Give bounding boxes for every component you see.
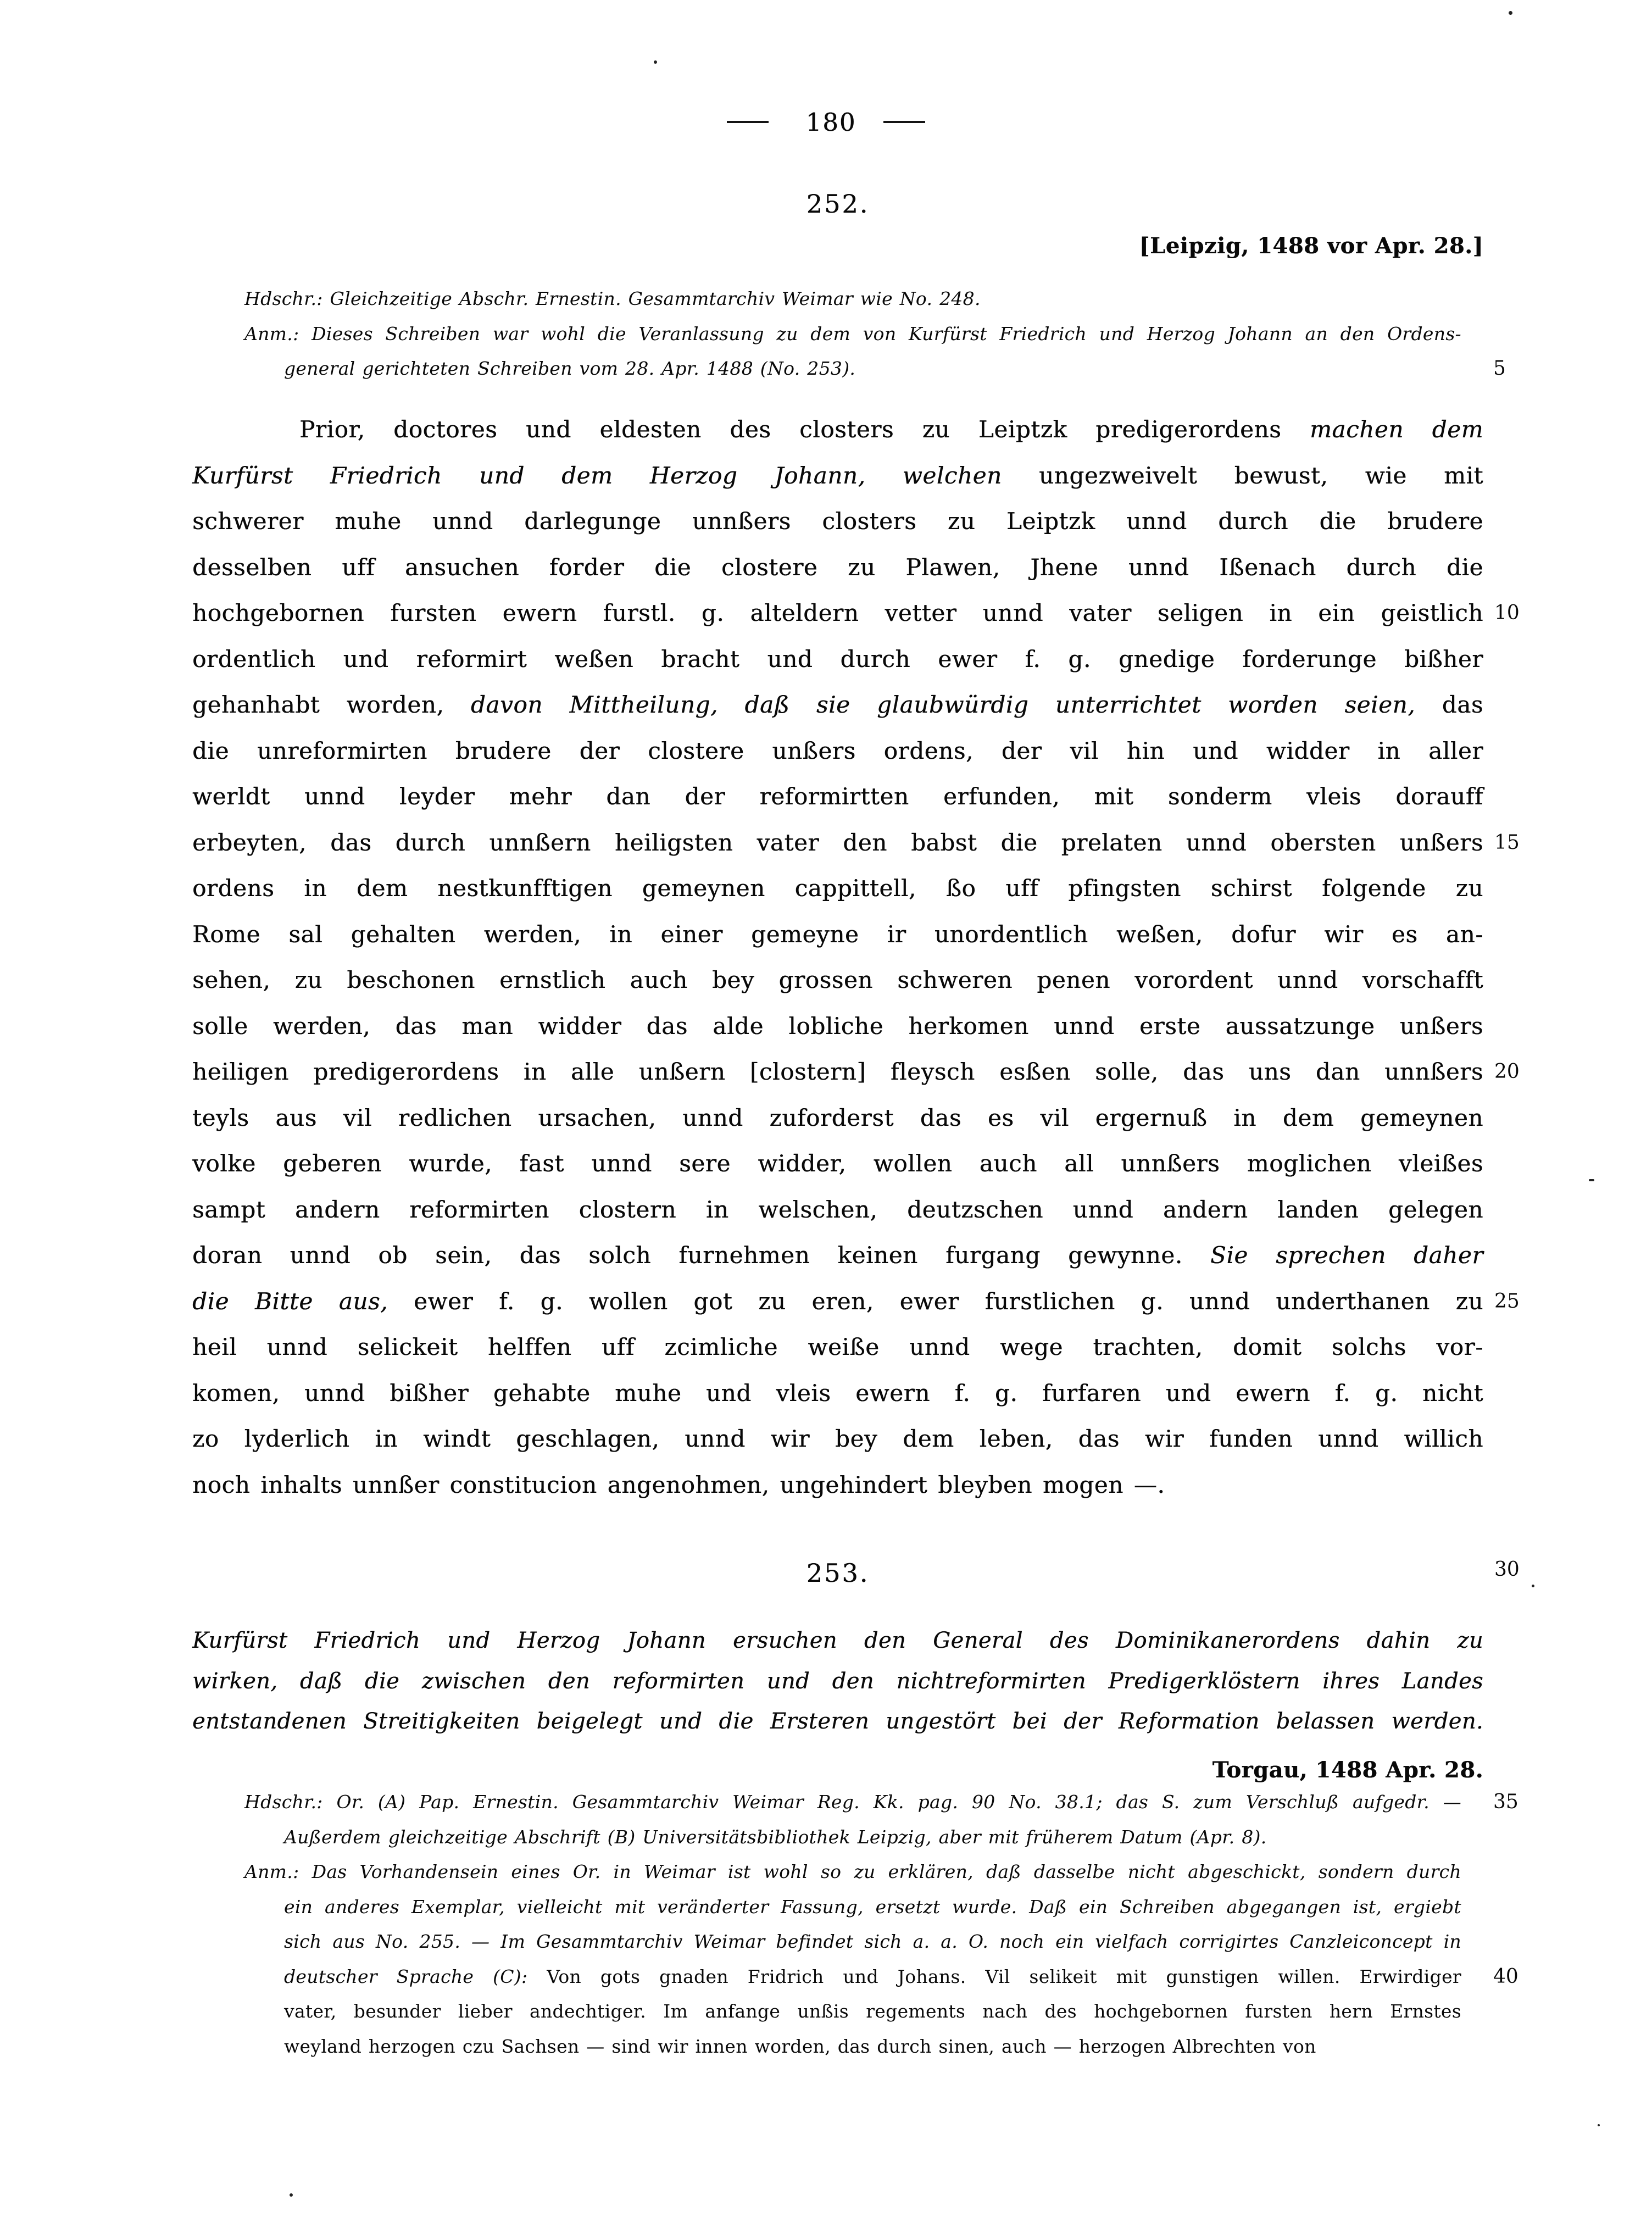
roman-run: ordens in dem nestkunfftigen gemeynen cappittell, ßo uff pfingsten schirst folgende zu bbox=[192, 875, 1483, 902]
doc-252-body-text bbox=[192, 407, 1520, 1508]
italic-run: Hdschr.: Or. (A) Pap. Ernestin. Gesammtarchiv Weimar Reg. Kk. pag. 90 No. 38.1; das S. zum Verschluß aufgedr. — bbox=[244, 1791, 1461, 1813]
roman-run: Rome sal gehalten werden, in einer gemeyne ir unordentlich weßen, dofur wir es an- bbox=[192, 920, 1483, 948]
roman-run: Prior, doctores und eldesten des closters zu Leiptzk predigerordens bbox=[299, 416, 1310, 443]
roman-run: werldt unnd leyder mehr dan der reformirtten erfunden, mit sonderm vleis dorauff bbox=[192, 783, 1483, 810]
header-rule-right bbox=[883, 121, 925, 123]
roman-run: volke geberen wurde, fast unnd sere widder, wollen auch all unnßers moglichen vleißes bbox=[192, 1150, 1483, 1177]
note-line bbox=[244, 1890, 1461, 1925]
italic-run: sich aus No. 255. — Im Gesammtarchiv Weimar befindet sich a. a. O. noch ein vielfach corrigirtes Canzleiconcept in bbox=[284, 1931, 1461, 1952]
body-line bbox=[192, 774, 1483, 820]
body-line bbox=[192, 1095, 1483, 1141]
roman-run: schwerer muhe unnd darlegunge unnßers closters zu Leiptzk unnd durch die brudere bbox=[192, 508, 1483, 535]
roman-run: sampt andern reformirten clostern in welschen, deutzschen unnd andern landen gelegen bbox=[192, 1196, 1483, 1223]
body-line bbox=[192, 1187, 1483, 1233]
doc-253-number bbox=[192, 1558, 1520, 1588]
body-line bbox=[192, 1003, 1483, 1049]
scan-speck bbox=[1589, 1179, 1594, 1181]
italic-run: machen dem bbox=[1310, 416, 1484, 443]
page-header bbox=[0, 108, 1652, 137]
roman-run: solle werden, das man widder das alde lobliche herkomen unnd erste aussatzunge unßers bbox=[192, 1012, 1483, 1040]
note-line bbox=[244, 316, 1461, 352]
margin-line-number: 15 bbox=[1494, 831, 1520, 854]
body-line bbox=[192, 1232, 1483, 1279]
body-line bbox=[192, 1416, 1483, 1462]
body-line bbox=[192, 865, 1483, 912]
roman-run: erbeyten, das durch unnßern heiligsten vater den babst die prelaten unnd obersten unßers bbox=[192, 829, 1483, 856]
italic-run: Außerdem gleichzeitige Abschrift (B) Universitätsbibliothek Leipzig, aber mit früherem Datum (Apr. 8). bbox=[284, 1826, 1267, 1848]
body-line bbox=[192, 1049, 1520, 1095]
margin-line-number: 40 bbox=[1493, 1965, 1518, 1988]
italic-run: deutscher Sprache (C): bbox=[284, 1965, 547, 1987]
scan-speck bbox=[1532, 1585, 1534, 1587]
scan-speck bbox=[1598, 2124, 1600, 2126]
roman-run: doran unnd ob sein, das solch furnehmen keinen furgang gewynne. bbox=[192, 1242, 1210, 1269]
roman-run: vater, besunder lieber andechtiger. Im anfange unßis regements nach des hochgebornen fursten hern Ernstes bbox=[284, 2000, 1461, 2022]
italic-run: entstandenen Streitigkeiten beigelegt und die Ersteren ungestört bei der Reformation belassen werden. bbox=[192, 1709, 1483, 1734]
margin-line-number: 5 bbox=[1493, 357, 1506, 380]
summary-line bbox=[192, 1621, 1483, 1661]
doc-252-number bbox=[192, 189, 1483, 219]
body-line bbox=[192, 957, 1483, 1003]
scan-speck bbox=[1509, 11, 1512, 15]
note-line bbox=[244, 1994, 1461, 2029]
roman-run: komen, unnd bißher gehabte muhe und vleis ewern f. g. furfaren und ewern f. g. nicht bbox=[192, 1379, 1483, 1407]
roman-run: teyls aus vil redlichen ursachen, unnd zuforderst das es vil ergernuß in dem gemeynen bbox=[192, 1104, 1483, 1131]
body-line bbox=[192, 498, 1483, 544]
page-number: 180 bbox=[805, 108, 856, 137]
note-line bbox=[244, 281, 1461, 316]
body-line bbox=[192, 453, 1483, 499]
doc-252-source-notes bbox=[244, 281, 1506, 386]
doc-number-text: 252. bbox=[806, 189, 870, 219]
note-line bbox=[244, 1959, 1518, 1994]
italic-run: general gerichteten Schreiben vom 28. Apr. 1488 (No. 253). bbox=[284, 358, 856, 379]
body-line bbox=[192, 1279, 1520, 1325]
body-line bbox=[192, 590, 1520, 636]
body-line bbox=[192, 1141, 1483, 1187]
italic-run: Hdschr.: Gleichzeitige Abschr. Ernestin. Gesammtarchiv Weimar wie No. 248. bbox=[244, 288, 981, 309]
roman-run: Von gots gnaden Fridrich und Johans. Vil selikeit mit gunstigen willen. Erwirdiger bbox=[547, 1965, 1461, 1987]
body-line bbox=[192, 820, 1520, 866]
body-line bbox=[192, 636, 1483, 682]
roman-run: sehen, zu beschonen ernstlich auch bey grossen schweren penen vorordent unnd vorschafft bbox=[192, 966, 1483, 993]
body-line bbox=[192, 1370, 1483, 1416]
roman-run: heiligen predigerordens in alle unßern [clostern] fleysch esßen solle, das uns dan unnßers bbox=[192, 1058, 1483, 1085]
margin-line-number: 25 bbox=[1494, 1290, 1520, 1313]
italic-run: die Bitte aus, bbox=[192, 1287, 388, 1315]
roman-run: ordentlich und reformirt weßen bracht und durch ewer f. g. gnedige forderunge bißher bbox=[192, 645, 1483, 673]
italic-run: Sie sprechen daher bbox=[1210, 1242, 1483, 1269]
roman-run: heil unnd selickeit helffen uff zcimliche weiße unnd wege trachten, domit solchs vor- bbox=[192, 1333, 1483, 1360]
roman-run: zo lyderlich in windt geschlagen, unnd wir bey dem leben, das wir funden unnd willich bbox=[192, 1425, 1483, 1452]
summary-line bbox=[192, 1702, 1483, 1742]
body-line bbox=[192, 912, 1483, 958]
body-line bbox=[192, 1462, 1483, 1508]
roman-run: das bbox=[1415, 691, 1483, 718]
header-rule-left bbox=[727, 121, 769, 123]
body-line bbox=[192, 544, 1483, 591]
roman-run: desselben uff ansuchen forder die clostere zu Plawen, Jhene unnd Ißenach durch die bbox=[192, 553, 1483, 581]
italic-run: Anm.: Dieses Schreiben war wohl die Veranlassung zu dem von Kurfürst Friedrich und Herzog Johann an den Ordens- bbox=[244, 323, 1461, 344]
margin-line-number: 30 bbox=[1494, 1558, 1520, 1581]
italic-run: ein anderes Exemplar, vielleicht mit veränderter Fassung, ersetzt wurde. Daß ein Schreiben abgegangen ist, ergiebt bbox=[284, 1896, 1461, 1918]
doc-253-source-notes bbox=[244, 1785, 1518, 2064]
note-line bbox=[244, 1924, 1461, 1959]
note-line bbox=[244, 1820, 1461, 1855]
roman-run: ungezweivelt bewust, wie mit bbox=[1039, 462, 1484, 489]
italic-run: davon Mittheilung, daß sie glaubwürdig unterrichtet worden seien, bbox=[470, 691, 1416, 718]
roman-run: die unreformirten brudere der clostere unßers ordens, der vil hin und widder in aller bbox=[192, 737, 1483, 764]
note-line bbox=[244, 2029, 1461, 2064]
body-line bbox=[192, 1324, 1483, 1370]
body-line bbox=[192, 728, 1483, 774]
note-line bbox=[244, 1785, 1518, 1820]
doc-253-dateline: Torgau, 1488 Apr. 28. bbox=[1212, 1757, 1483, 1783]
roman-run: gehanhabt worden, bbox=[192, 691, 471, 718]
italic-run: Kurfürst Friedrich und Herzog Johann ersuchen den General des Dominikanerordens dahin zu bbox=[192, 1628, 1483, 1653]
note-line bbox=[244, 351, 1506, 386]
margin-line-number: 35 bbox=[1493, 1791, 1518, 1813]
scan-speck bbox=[290, 2193, 293, 2197]
italic-run: wirken, daß die zwischen den reformirten und den nichtreformirten Predigerklöstern ihres Landes bbox=[192, 1668, 1483, 1694]
italic-run: Anm.: Das Vorhandensein eines Or. in Weimar ist wohl so zu erklären, daß dasselbe nicht abgeschickt, sondern durch bbox=[244, 1861, 1461, 1882]
scan-speck bbox=[654, 60, 657, 64]
margin-line-number: 10 bbox=[1494, 602, 1520, 624]
roman-run: hochgebornen fursten ewern furstl. g. alteldern vetter unnd vater seligen in ein geistlich bbox=[192, 599, 1483, 626]
roman-run: weyland herzogen czu Sachsen — sind wir innen worden, das durch sinen, auch — herzogen Albrechten von bbox=[284, 2035, 1316, 2057]
roman-run: ewer f. g. wollen got zu eren, ewer furstlichen g. unnd underthanen zu bbox=[388, 1287, 1483, 1315]
body-line bbox=[192, 407, 1483, 453]
body-line bbox=[192, 682, 1483, 728]
margin-line-number: 20 bbox=[1494, 1060, 1520, 1083]
note-line bbox=[244, 1854, 1461, 1890]
roman-run: noch inhalts unnßer constitucion angenohmen, ungehindert bleyben mogen —. bbox=[192, 1471, 1165, 1498]
doc-252-dateline: [Leipzig, 1488 vor Apr. 28.] bbox=[1139, 233, 1483, 259]
doc-number-text: 253. bbox=[806, 1558, 870, 1588]
doc-253-summary bbox=[192, 1621, 1483, 1742]
summary-line bbox=[192, 1661, 1483, 1702]
italic-run: Kurfürst Friedrich und dem Herzog Johann, welchen bbox=[192, 462, 1039, 489]
